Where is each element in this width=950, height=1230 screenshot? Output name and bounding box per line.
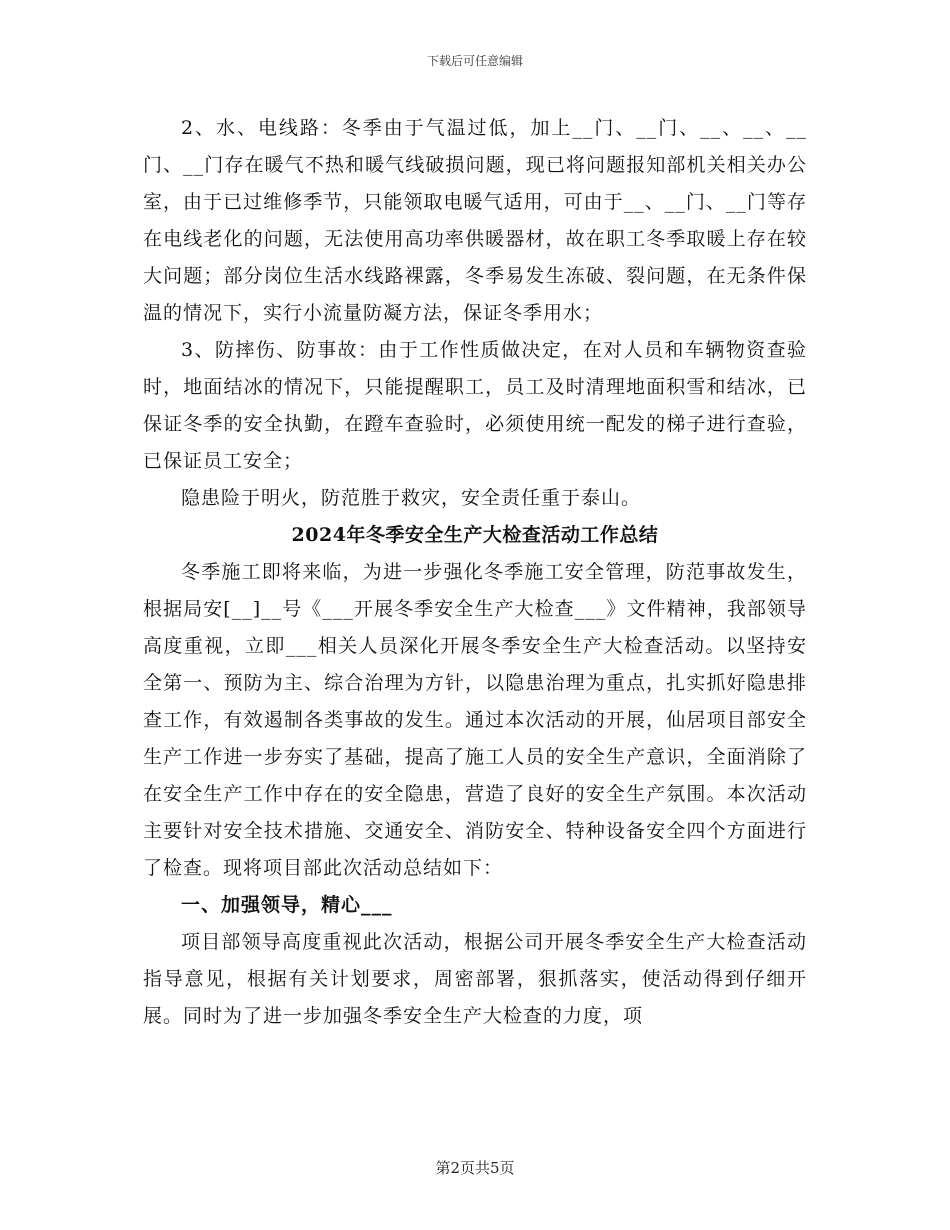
paragraph-water-electric: 2、水、电线路：冬季由于气温过低，加上__门、__门、__、__、__门、__门存在暖气不热和暖气线破损问题，现已将问题报知部机关相关办公室，由于已过维修季节，只能领取电暖气适用，可由于__、__门、__门等存在电线老化的问题，无法使用高功率供暖器材，故在职工冬季取暖上存在较大问题；部分岗位生活水线路裸露，冬季易发生冻破、裂问题，在无条件保温的情况下，实行小流量防凝方法，保证冬季用水； [143,117,807,324]
section-heading: 一、加强领导，精心___ [181,894,393,916]
paragraph-safety-motto: 隐患险于明火，防范胜于救灾，安全责任重于泰山。 [181,487,642,509]
document-body [143,110,807,1035]
paragraph-introduction: 冬季施工即将来临，为进一步强化冬季施工安全管理，防范事故发生，根据局安[__]__号《___开展冬季安全生产大检查___》文件精神，我部领导高度重视，立即___相关人员深化开展冬季安全生产大检查活动。以坚持安全第一、预防为主、综合治理为方针，以隐患治理为重点，扎实抓好隐患排查工作，有效遏制各类事故的发生。通过本次活动的开展，仙居项目部安全生产工作进一步夯实了基础，提高了施工人员的安全生产意识，全面消除了在安全生产工作中存在的安全隐患，营造了良好的安全生产氛围。本次活动主要针对安全技术措施、交通安全、消防安全、特种设备安全四个方面进行了检查。现将项目部此次活动总结如下： [143,561,807,879]
page-header: 下载后可任意编辑 [426,54,523,68]
paragraph-leadership: 项目部领导高度重视此次活动，根据公司开展冬季安全生产大检查活动指导意见，根据有关计划要求，周密部署，狠抓落实，使活动得到仔细开展。同时为了进一步加强冬季安全生产大检查的力度，项 [143,931,807,1027]
paragraph-fall-prevention: 3、防摔伤、防事故：由于工作性质做决定，在对人员和车辆物资查验时，地面结冰的情况下，只能提醒职工，员工及时清理地面积雪和结冰，已保证冬季的安全执勤，在蹬车查验时，必须使用统一配发的梯子进行查验，已保证员工安全； [143,339,807,472]
page-number: 第2页共5页 [435,1159,515,1177]
document-title: 2024年冬季安全生产大检查活动工作总结 [291,524,659,546]
